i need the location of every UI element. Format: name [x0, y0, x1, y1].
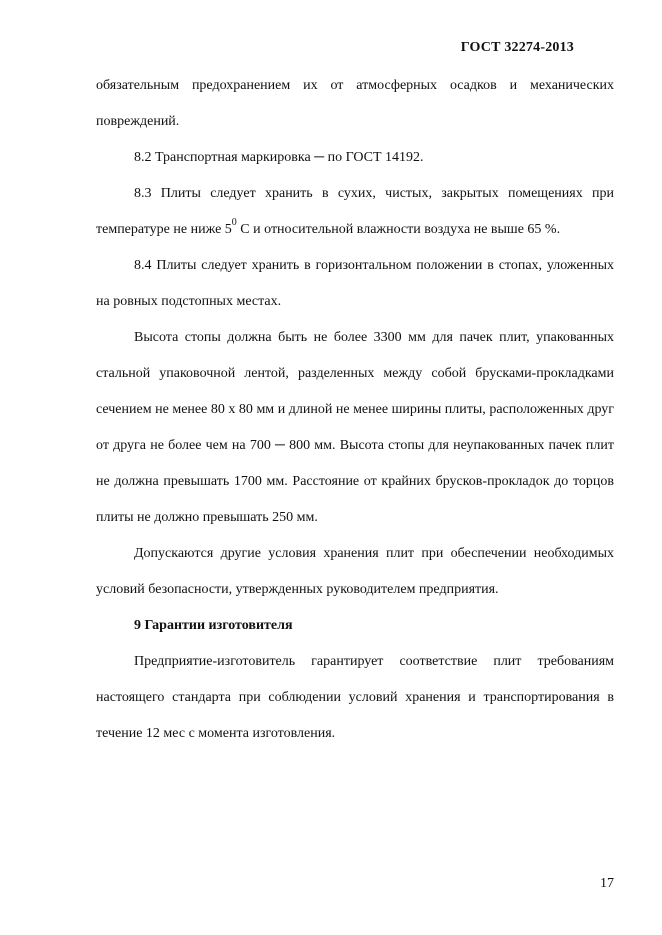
paragraph-8-3-text-end: С и относительной влажности воздуха не выше 65 %.	[236, 222, 561, 237]
paragraph-stack-height: Высота стопы должна быть не более 3300 мм для пачек плит, упакованных стальной упаковочной лентой, разделенных между собой брусками-прокладками сечением не менее 80 х 80 мм и длиной не менее ширины плиты, расположенных друг от друга не более чем на 700 ─ 800 мм. Высота стопы для неупакованных пачек плит не должна превышать 1700 мм. Расстояние от крайних брусков-прокладок до торцов плиты не должно превышать 250 мм.	[96, 330, 614, 525]
document-code-header: ГОСТ 32274-2013	[460, 40, 574, 55]
paragraph-other-conditions: Допускаются другие условия хранения плит при обеспечении необходимых условий безопасности, утвержденных руководителем предприятия.	[96, 546, 614, 597]
paragraph-8-3	[96, 176, 614, 248]
paragraph-8-2: 8.2 Транспортная маркировка ─ по ГОСТ 14192.	[134, 150, 424, 165]
paragraph-continuation: обязательным предохранением их от атмосферных осадков и механических повреждений.	[96, 78, 614, 129]
paragraph-warranty: Предприятие-изготовитель гарантирует соответствие плит требованиям настоящего стандарта при соблюдении условий хранения и транспортирования в течение 12 мес с момента изготовления.	[96, 654, 614, 741]
paragraph-8-3-text-start: 8.3 Плиты следует хранить в сухих, чистых, закрытых помещениях при температуре не ниже 5	[96, 186, 614, 237]
degree-superscript: 0	[231, 217, 237, 228]
paragraph-8-4: 8.4 Плиты следует хранить в горизонтальном положении в стопах, уложенных на ровных подстопных местах.	[96, 258, 614, 309]
section-9-heading: 9 Гарантии изготовителя	[134, 618, 293, 633]
page-number: 17	[600, 876, 614, 891]
document-body	[96, 68, 614, 752]
